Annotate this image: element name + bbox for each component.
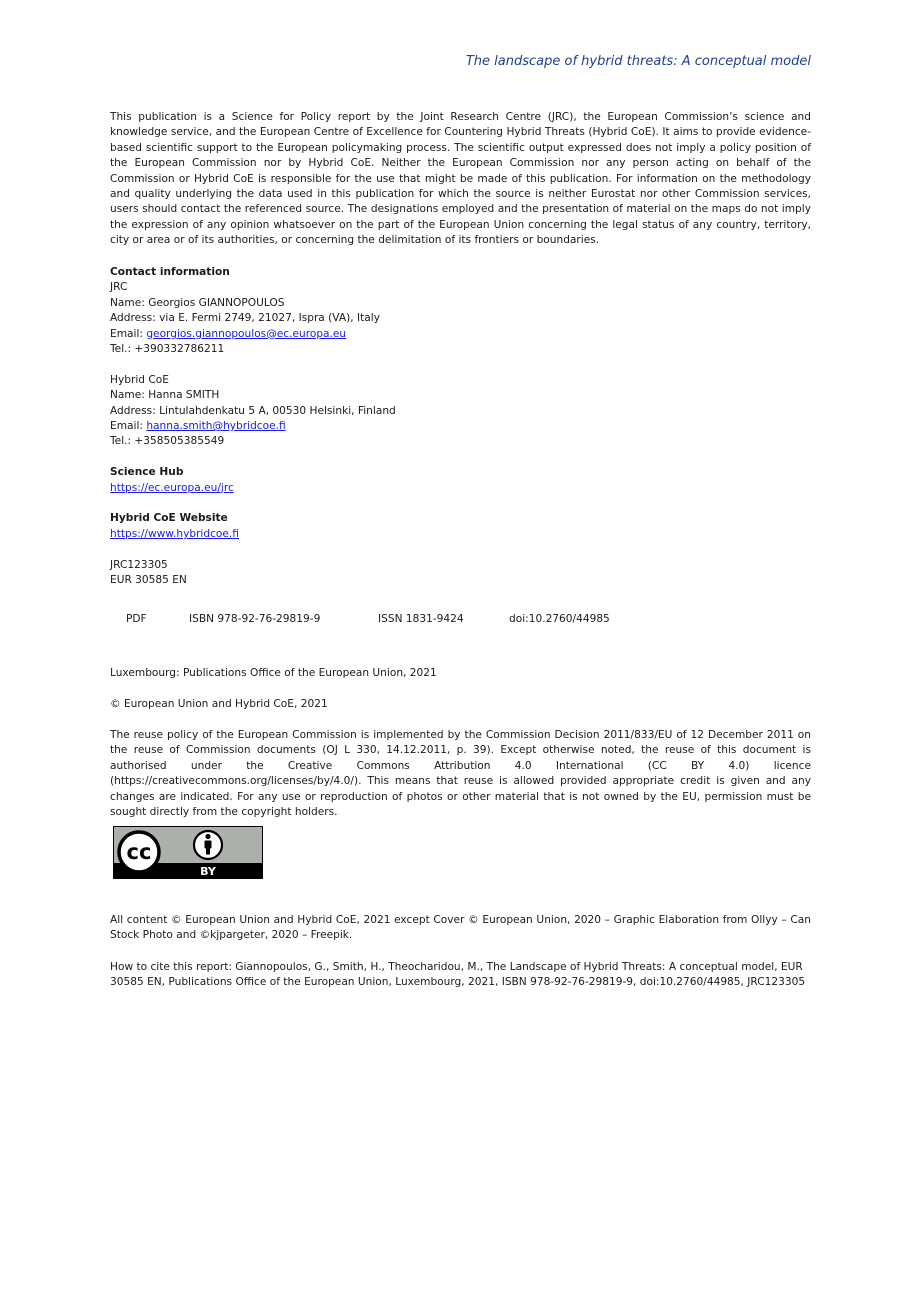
contact-heading: Contact information — [110, 266, 230, 278]
spacer — [110, 450, 811, 465]
image-credits-paragraph: All content © European Union and Hybrid CoE, 2021 except Cover © European Union, 2020 – Graphic Elaboration from Ollyy – Can Stock Photo and ©kjpargeter, 2020 – Freepik. — [110, 914, 811, 942]
jrc-org: JRC — [110, 281, 128, 294]
disclaimer-paragraph: This publication is a Science for Policy report by the Joint Research Centre (JRC), the European Commission’s science and knowledge service, and the European Centre of Excellence for Countering Hybrid Threats (Hybrid CoE). It aims to provide evidence-based scientific support to the European policymaking process. The scientific output expressed does not imply a policy position of the European Commission nor by Hybrid CoE. Neither the European Commission nor any person acting on behalf of the Commission or Hybrid CoE is responsible for the use that might be made of this publication. For information on the methodology and quality underlying the data used in this publication for which the source is neither Eurostat nor other Commission services, users should contact the referenced source. The designations employed and the presentation of material on the maps do not imply the expression of any opinion whatsoever on the part of the European Union concerning the legal status of any country, territory, city or area or of its authorities, or concerning the delimitation of its frontiers or boundaries. — [110, 111, 811, 247]
hybrid-website-link[interactable]: https://www.hybridcoe.fi — [110, 527, 239, 540]
science-hub-heading: Science Hub — [110, 466, 184, 479]
hybrid-org: Hybrid CoE — [110, 373, 169, 386]
cc-by-license-badge — [113, 826, 263, 879]
running-header-title: The landscape of hybrid threats: A conceptual model — [465, 54, 811, 69]
spacer — [110, 542, 811, 557]
reuse-policy-paragraph: The reuse policy of the European Commission is implemented by the Commission Decision 2011/833/EU of 12 December 2011 on the reuse of Commission documents (OJ L 330, 14.12.2011, p. 39). Except otherwise noted, the reuse of this document is authorised under the Creative Commons Attribution 4.0 International (CC BY 4.0) licence (https://creativecommons.org/licenses/by/4.0/). This means that reuse is allowed provided appropriate credit is given and any changes are indicated. For any use or reproduction of photos or other material that is not owned by the EU, permission must be sought directly from the copyright holders. — [110, 729, 811, 819]
cc-text: cc — [126, 840, 152, 864]
hybrid-contact-name: Name: Hanna SMITH — [110, 389, 220, 402]
issn-value: ISSN 1831-9424 — [378, 613, 464, 625]
jrc-contact-tel: Tel.: +390332786211 — [110, 343, 225, 356]
hybrid-email-link[interactable]: hanna.smith@hybridcoe.fi — [146, 420, 286, 433]
isbn-value: ISBN 978-92-76-29819-9 — [189, 613, 321, 625]
contact-section — [110, 265, 811, 588]
spacer — [110, 357, 811, 372]
format-label: PDF — [126, 613, 147, 625]
hybrid-email-label: Email: — [110, 420, 147, 433]
jrc-contact-name: Name: Georgios GIANNOPOULOS — [110, 296, 285, 309]
hybrid-contact-tel: Tel.: +358505385549 — [110, 435, 225, 448]
publisher-line: Luxembourg: Publications Office of the European Union, 2021 — [110, 667, 437, 679]
jrc-email-link[interactable]: georgios.giannopoulos@ec.europa.eu — [146, 327, 347, 340]
jrc-contact-address: Address: via E. Fermi 2749, 21027, Ispra (VA), Italy — [110, 312, 380, 325]
jrc-email-label: Email: — [110, 327, 147, 340]
jrc-email-line — [110, 327, 811, 342]
hybrid-email-line — [110, 419, 811, 434]
hybrid-website-heading: Hybrid CoE Website — [110, 512, 228, 525]
science-hub-link[interactable]: https://ec.europa.eu/jrc — [110, 481, 234, 494]
spacer — [110, 496, 811, 511]
by-text: BY — [200, 865, 216, 878]
copyright-line: © European Union and Hybrid CoE, 2021 — [110, 698, 328, 710]
eur-report-number: EUR 30585 EN — [110, 574, 187, 587]
creative-commons-by-icon — [113, 826, 263, 879]
jrc-report-number: JRC123305 — [110, 558, 168, 571]
hybrid-contact-address: Address: Lintulahdenkatu 5 A, 00530 Helsinki, Finland — [110, 404, 396, 417]
doi-value: doi:10.2760/44985 — [509, 613, 610, 625]
citation-paragraph: How to cite this report: Giannopoulos, G., Smith, H., Theocharidou, M., The Landscape of Hybrid Threats: A conceptual model, EUR 30585 EN, Publications Office of the European Union, Luxembourg, 2021, ISBN 978-92-76-29819-9, doi:10.2760/44985, JRC123305 — [110, 961, 806, 989]
